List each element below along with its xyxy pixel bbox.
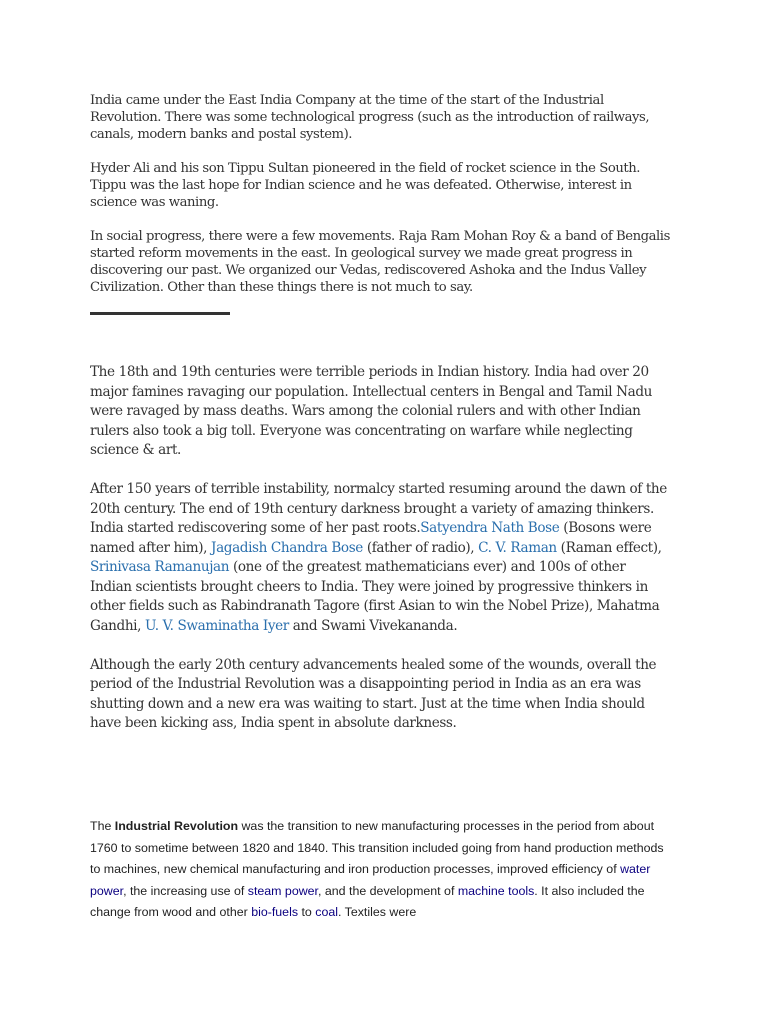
text: to (298, 905, 316, 920)
text: (Bosons were named after him), (90, 520, 652, 556)
text: , and the development of (318, 883, 458, 898)
text: (Raman effect), (556, 539, 662, 556)
link-jagadish-chandra-bose[interactable]: Jagadish Chandra Bose (211, 539, 363, 556)
link-steam-power[interactable]: steam power (247, 883, 318, 898)
link-bio-fuels[interactable]: bio-fuels (251, 905, 299, 920)
intro-section (90, 92, 670, 313)
text: . Textiles were (337, 905, 417, 920)
text: (one of the greatest mathematicians ever) and 100s of other Indian scientists brought cheers to India. They were joined by progressive thinkers in other fields such as Rabindranath Tagore (first Asian to win the Nobel Prize), Mahatma Gandhi, (90, 559, 660, 634)
paragraph-thinkers (90, 480, 670, 636)
text: (father of radio), (362, 539, 479, 556)
text: After 150 years of terrible instability, normalcy started resuming around the dawn of the 20th century. The end of 19th century darkness brought a variety of amazing thinkers. India started rediscovering some of her past roots. (90, 481, 667, 536)
text: and Swami Vivekananda. (288, 617, 458, 634)
link-uv-swaminatha-iyer[interactable]: U. V. Swaminatha Iyer (144, 617, 289, 634)
text: , the increasing use of (123, 883, 248, 898)
paragraph: Although the early 20th century advancements healed some of the wounds, overall the period of the Industrial Revolution was a disappointing period in India as an era was shutting down and a new era was waiting to start. Just at the time when India should have been kicking ass, India spent in absolute darkness. (90, 656, 657, 731)
paragraph (90, 816, 665, 924)
horizontal-divider (90, 312, 230, 315)
link-satyendra-nath-bose[interactable]: Satyendra Nath Bose (420, 520, 560, 536)
paragraph: The 18th and 19th centuries were terrible periods in Indian history. India had over 20 major famines ravaging our population. Intellectual centers in Bengal and Tamil Nadu were ravaged by mass deaths. Wars among the colonial rulers and with other Indian rulers also took a big toll. Everyone was concentrating on warfare while neglecting science & art. (90, 364, 652, 458)
link-water-power[interactable]: water power (90, 862, 651, 898)
link-coal[interactable]: coal (315, 905, 338, 920)
text: was the transition to new manufacturing processes in the period from about 1760 to sometime between 1820 and 1840. This transition included going from hand production methods to machines, new chemical manufacturing and iron production processes, improved efficiency of (90, 819, 664, 877)
text: . It also included the change from wood and other (90, 883, 645, 920)
link-srinivasa-ramanujan[interactable]: Srinivasa Ramanujan (90, 559, 230, 575)
paragraph: In social progress, there were a few movements. Raja Ram Mohan Roy & a band of Bengalis started reform movements in the east. In geological survey we made great progress in discovering our past. We organized our Vedas, rediscovered Ashoka and the Indus Valley Civilization. Other than these things there is not much to say. (90, 229, 670, 295)
paragraph: India came under the East India Company at the time of the start of the Industrial Revolution. There was some technological progress (such as the introduction of railways, canals, modern banks and postal system). (90, 93, 650, 142)
text: The (90, 819, 115, 833)
link-machine-tools[interactable]: machine tools (457, 883, 535, 898)
history-section (90, 363, 670, 753)
paragraph: Hyder Ali and his son Tippu Sultan pioneered in the field of rocket science in the South. Tippu was the last hope for Indian science and he was defeated. Otherwise, interest in science was waning. (90, 161, 641, 210)
bold-term: Industrial Revolution (114, 819, 239, 833)
industrial-revolution-section (90, 816, 665, 924)
link-cv-raman[interactable]: C. V. Raman (478, 539, 557, 556)
